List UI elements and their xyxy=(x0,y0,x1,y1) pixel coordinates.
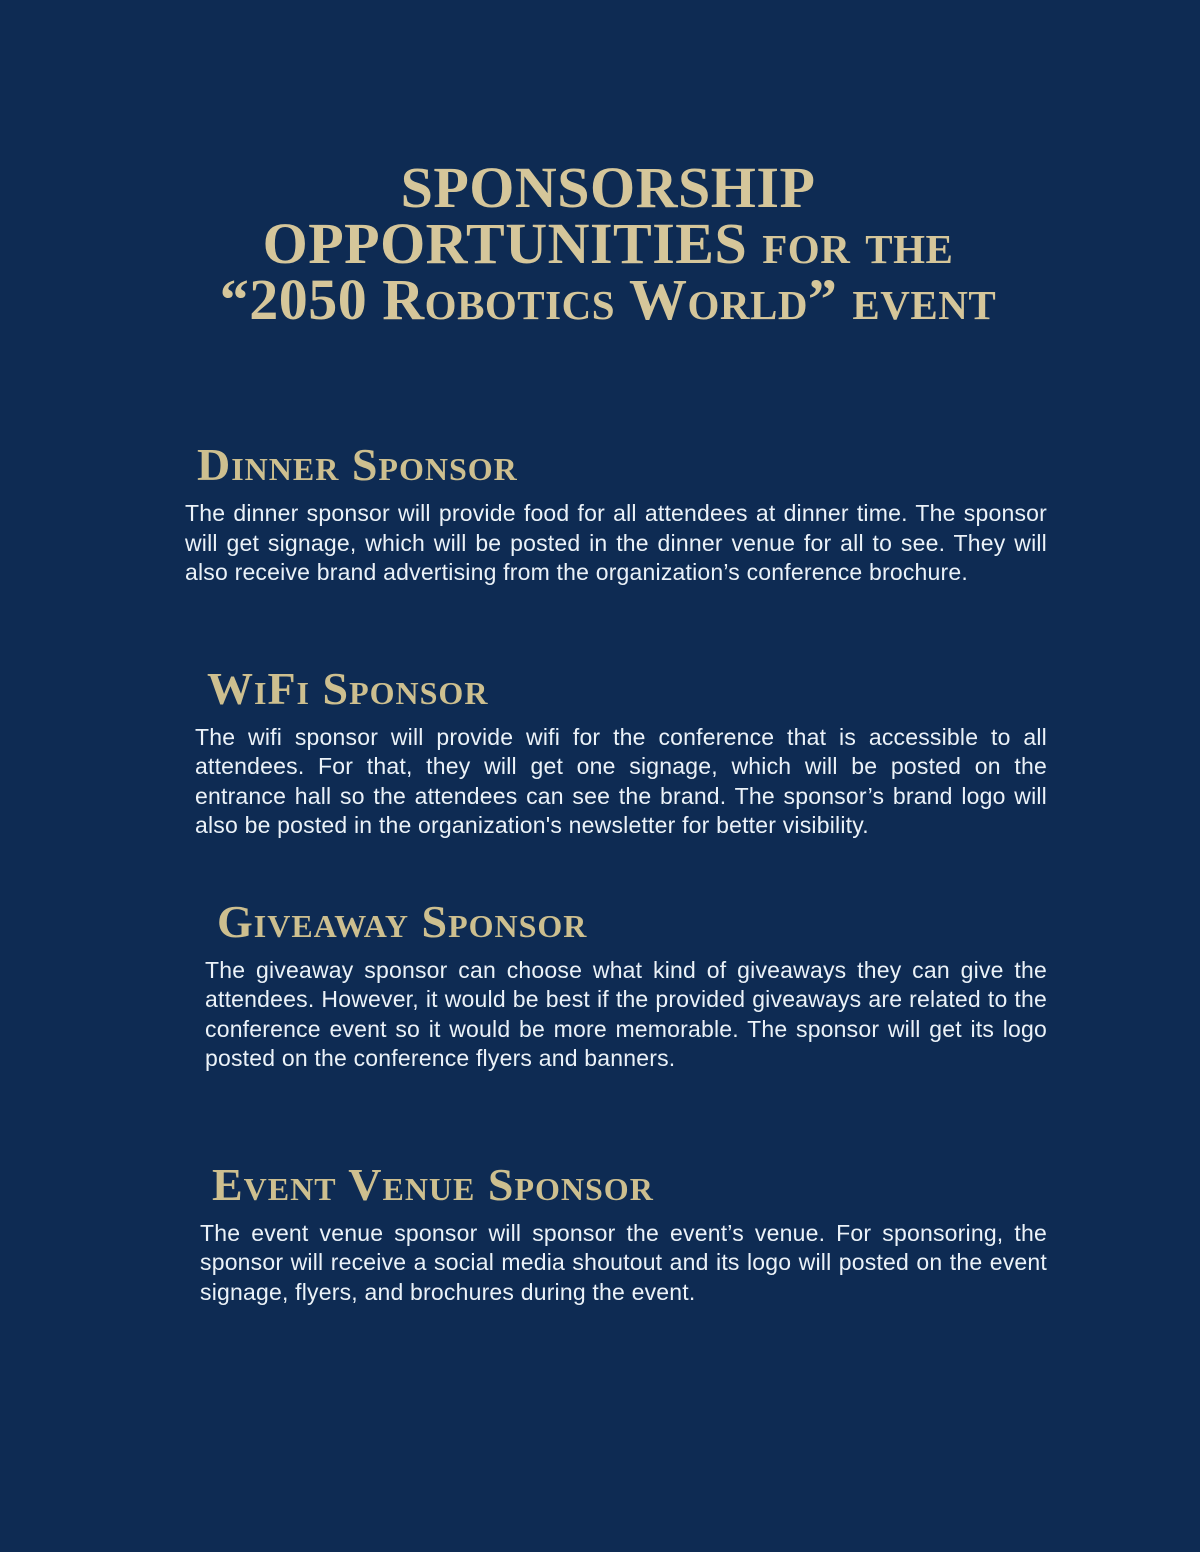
page-title xyxy=(8,155,1200,332)
section-dinner-sponsor xyxy=(185,440,1047,588)
section-heading-wifi-sponsor: WiFi Sponsor xyxy=(207,662,489,714)
section-wifi-sponsor xyxy=(195,664,1047,841)
section-body-wifi-sponsor: The wifi sponsor will provide wifi for the conference that is accessible to all attendees. For that, they will get one signage, which will be posted on the entrance hall so the attendees can see the brand. The sponsor’s brand logo will also be posted in the organization's newsletter for better visibility. xyxy=(195,723,1047,838)
section-event-venue-sponsor xyxy=(200,1160,1047,1308)
title-line: SPONSORSHIP xyxy=(400,155,816,220)
section-heading-dinner-sponsor: Dinner Sponsor xyxy=(197,439,518,490)
section-body-dinner-sponsor: The dinner sponsor will provide food for all attendees at dinner time. The sponsor will get signage, which will be posted in the dinner venue for all to see. They will also receive brand advertising from the organization’s conference brochure. xyxy=(185,500,1047,585)
flyer-page xyxy=(0,155,1200,1552)
title-line: OPPORTUNITIES for the xyxy=(262,211,954,276)
section-giveaway-sponsor xyxy=(205,897,1047,1074)
sections-container xyxy=(185,440,1047,1307)
section-heading-giveaway-sponsor: Giveaway Sponsor xyxy=(217,895,588,947)
section-heading-event-venue-sponsor: Event Venue Sponsor xyxy=(212,1158,654,1210)
title-line: “2050 Robotics World” event xyxy=(219,267,997,332)
section-body-event-venue-sponsor: The event venue sponsor will sponsor the event’s venue. For sponsoring, the sponsor will receive a social media shoutout and its logo will posted on the event signage, flyers, and brochures during the event. xyxy=(200,1219,1047,1305)
section-body-giveaway-sponsor: The giveaway sponsor can choose what kind of giveaways they can give the attendees. However, it would be best if the provided giveaways are related to the conference event so it would be more memorable. The sponsor will get its logo posted on the conference flyers and banners. xyxy=(205,956,1047,1071)
